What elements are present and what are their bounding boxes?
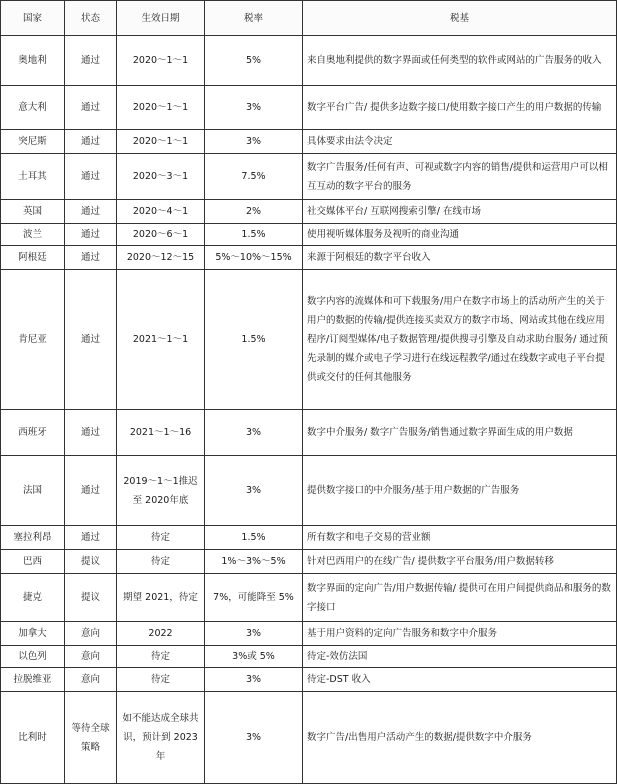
cell-base: 来源于阿根廷的数字平台收入 (303, 246, 617, 270)
cell-base: 数字中介服务/ 数字广告服务/销售通过数字界面生成的用户数据 (303, 410, 617, 456)
cell-date: 2019～1～1推迟至 2020年底 (117, 456, 205, 526)
cell-base: 具体要求由法令决定 (303, 130, 617, 154)
cell-country: 巴西 (1, 550, 65, 574)
cell-base: 待定-效仿法国 (303, 646, 617, 668)
cell-rate: 1.5% (205, 224, 303, 246)
cell-rate: 3%或 5% (205, 646, 303, 668)
cell-status: 提议 (65, 574, 117, 622)
cell-status: 通过 (65, 270, 117, 410)
cell-date: 2020～1～1 (117, 86, 205, 130)
cell-status: 通过 (65, 36, 117, 86)
cell-status: 通过 (65, 130, 117, 154)
cell-base: 提供数字接口的中介服务/基于用户数据的广告服务 (303, 456, 617, 526)
cell-rate: 2% (205, 200, 303, 224)
cell-base: 数字内容的流媒体和可下载服务/用户在数字市场上的活动所产生的关于用户的数据的传输/提供连接买卖双方的数字市场、网站或其他在线应用程序/订阅型媒体/电子数据管理/提供搜寻引擎及自动求助台服务/ 通过预先录制的媒介或电子学习进行在线远程教学/通过在线数字或电子平台提供或交付的任何其他服务 (303, 270, 617, 410)
table-row (1, 646, 617, 668)
cell-country: 捷克 (1, 574, 65, 622)
cell-date: 2020～6～1 (117, 224, 205, 246)
cell-rate: 3% (205, 622, 303, 646)
cell-date: 2021～1～1 (117, 270, 205, 410)
cell-country: 以色列 (1, 646, 65, 668)
table-row (1, 130, 617, 154)
cell-date: 2020～3～1 (117, 154, 205, 200)
cell-rate: 7.5% (205, 154, 303, 200)
cell-rate: 1.5% (205, 270, 303, 410)
cell-base: 数字界面的定向广告/用户数据传输/ 提供可在用户间提供商品和服务的数字接口 (303, 574, 617, 622)
cell-status: 通过 (65, 410, 117, 456)
cell-status: 通过 (65, 456, 117, 526)
cell-country: 法国 (1, 456, 65, 526)
cell-country: 塞拉利昂 (1, 526, 65, 550)
cell-status: 通过 (65, 246, 117, 270)
header-tax-base: 税基 (303, 1, 617, 36)
cell-country: 比利时 (1, 692, 65, 784)
cell-date: 2021～1～16 (117, 410, 205, 456)
table-row (1, 36, 617, 86)
cell-date: 2020～1～1 (117, 36, 205, 86)
table-row (1, 550, 617, 574)
cell-country: 西班牙 (1, 410, 65, 456)
cell-date: 2022 (117, 622, 205, 646)
table-row (1, 668, 617, 692)
cell-base: 数字平台广告/ 提供多边数字接口/使用数字接口产生的用户数据的传输 (303, 86, 617, 130)
cell-country: 突尼斯 (1, 130, 65, 154)
cell-country: 奥地利 (1, 36, 65, 86)
cell-status: 通过 (65, 526, 117, 550)
table-row (1, 574, 617, 622)
cell-status: 通过 (65, 200, 117, 224)
cell-date: 待定 (117, 550, 205, 574)
cell-rate: 3% (205, 692, 303, 784)
table-row (1, 410, 617, 456)
cell-date: 2020～12～15 (117, 246, 205, 270)
cell-rate: 3% (205, 86, 303, 130)
cell-country: 肯尼亚 (1, 270, 65, 410)
table-row (1, 86, 617, 130)
header-status: 状态 (65, 1, 117, 36)
cell-rate: 3% (205, 668, 303, 692)
cell-date: 2020～1～1 (117, 130, 205, 154)
cell-status: 通过 (65, 154, 117, 200)
cell-rate: 1.5% (205, 526, 303, 550)
cell-country: 英国 (1, 200, 65, 224)
header-tax-rate: 税率 (205, 1, 303, 36)
table-row (1, 246, 617, 270)
cell-date: 2020～4～1 (117, 200, 205, 224)
cell-rate: 1%～3%～5% (205, 550, 303, 574)
cell-rate: 5%～10%～15% (205, 246, 303, 270)
cell-status: 等待全球策略 (65, 692, 117, 784)
table-row (1, 224, 617, 246)
table-header-row (1, 1, 617, 36)
cell-rate: 3% (205, 130, 303, 154)
cell-country: 土耳其 (1, 154, 65, 200)
table-row (1, 526, 617, 550)
cell-base: 来自奥地利提供的数字界面或任何类型的软件或网站的广告服务的收入 (303, 36, 617, 86)
table-row (1, 154, 617, 200)
cell-rate: 3% (205, 456, 303, 526)
cell-base: 待定-DST 收入 (303, 668, 617, 692)
table-row (1, 622, 617, 646)
cell-country: 波兰 (1, 224, 65, 246)
cell-status: 意向 (65, 622, 117, 646)
cell-country: 加拿大 (1, 622, 65, 646)
cell-country: 拉脱维亚 (1, 668, 65, 692)
cell-base: 数字广告服务/任何有声、可视或数字内容的销售/提供和运营用户可以相互互动的数字平台的服务 (303, 154, 617, 200)
cell-status: 意向 (65, 646, 117, 668)
cell-country: 意大利 (1, 86, 65, 130)
cell-status: 通过 (65, 86, 117, 130)
cell-date: 期望 2021，待定 (117, 574, 205, 622)
cell-status: 通过 (65, 224, 117, 246)
cell-base: 针对巴西用户的在线广告/ 提供数字平台服务/用户数据转移 (303, 550, 617, 574)
cell-base: 使用视听媒体服务及视听的商业沟通 (303, 224, 617, 246)
cell-base: 所有数字和电子交易的营业额 (303, 526, 617, 550)
cell-status: 提议 (65, 550, 117, 574)
cell-rate: 5% (205, 36, 303, 86)
table-row (1, 270, 617, 410)
table-row (1, 200, 617, 224)
cell-date: 待定 (117, 526, 205, 550)
cell-rate: 7%，可能降至 5% (205, 574, 303, 622)
header-effective-date: 生效日期 (117, 1, 205, 36)
cell-country: 阿根廷 (1, 246, 65, 270)
table-row (1, 692, 617, 784)
cell-rate: 3% (205, 410, 303, 456)
header-country: 国家 (1, 1, 65, 36)
cell-date: 待定 (117, 668, 205, 692)
cell-base: 数字广告/出售用户活动产生的数据/提供数字中介服务 (303, 692, 617, 784)
table-row (1, 456, 617, 526)
cell-status: 意向 (65, 668, 117, 692)
cell-date: 待定 (117, 646, 205, 668)
cell-base: 社交媒体平台/ 互联网搜索引擎/ 在线市场 (303, 200, 617, 224)
cell-date: 如不能达成全球共识，预计到 2023年 (117, 692, 205, 784)
cell-base: 基于用户资料的定向广告服务和数字中介服务 (303, 622, 617, 646)
